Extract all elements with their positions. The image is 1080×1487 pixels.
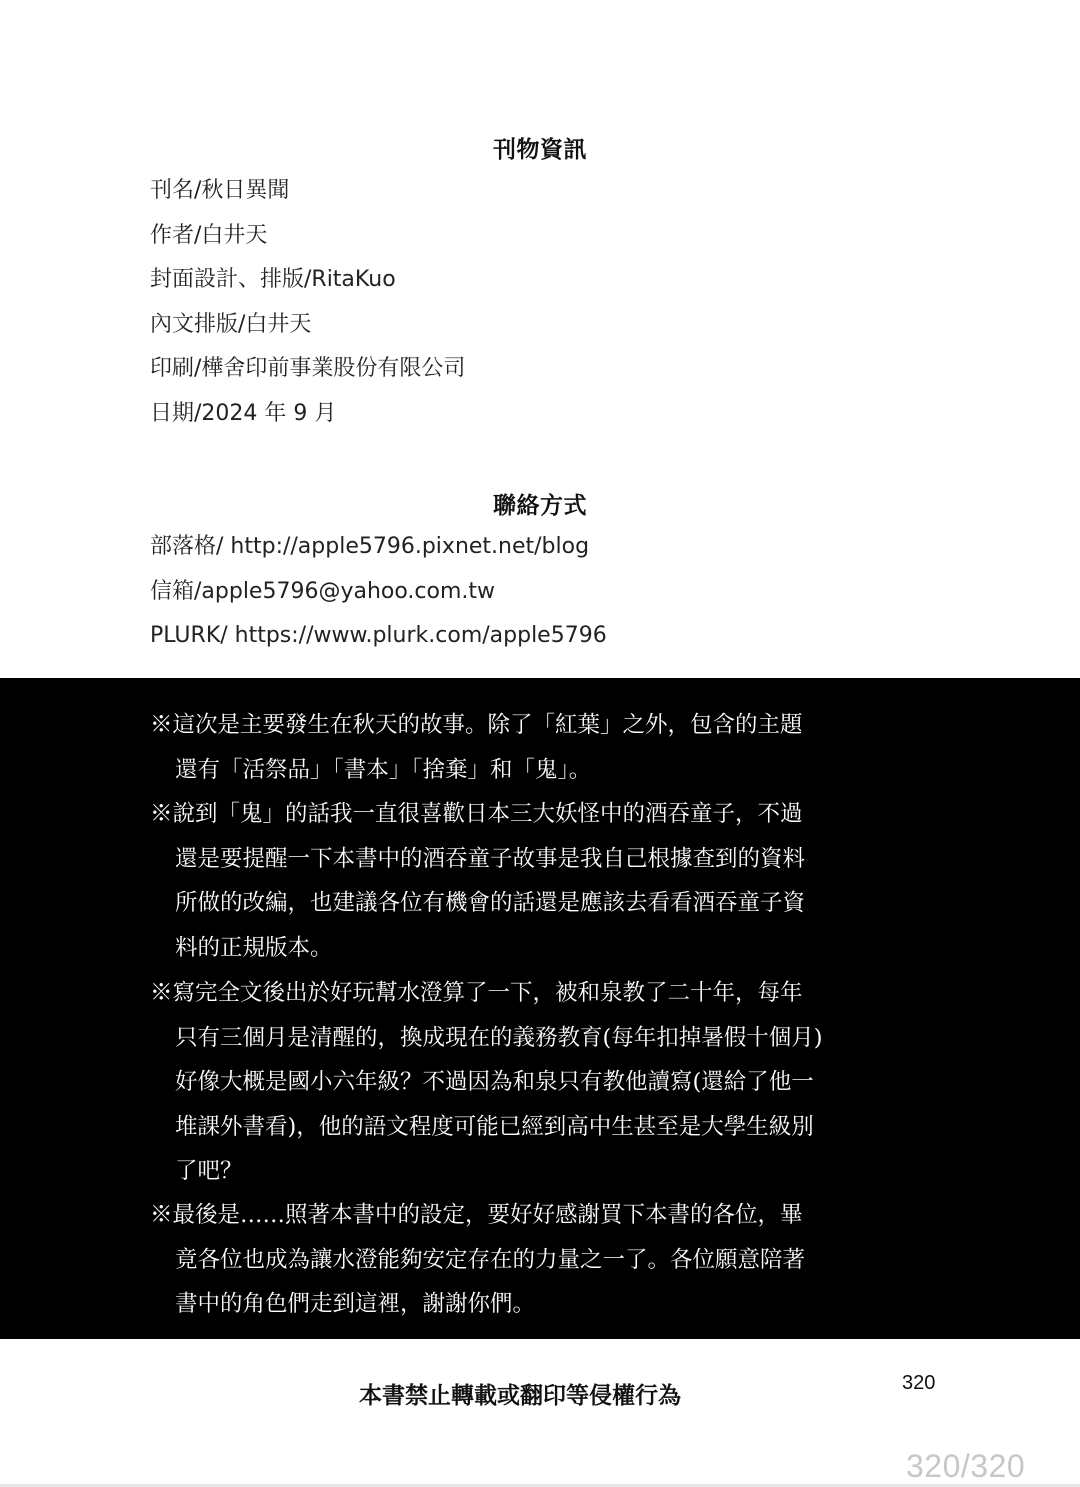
contact-item-plurk[interactable]: PLURK/ https://www.plurk.com/apple5796	[150, 623, 607, 649]
publication-info-list	[150, 169, 465, 437]
afterword-line: 書中的角色們走到這裡，謝謝你們。	[175, 1291, 536, 1318]
contact-list	[150, 525, 607, 659]
afterword-line: 了吧？	[175, 1158, 243, 1185]
publication-info-heading: 刊物資訊	[493, 137, 587, 163]
contact-item-blog[interactable]: 部落格/ http://apple5796.pixnet.net/blog	[150, 534, 590, 559]
afterword-line: 料的正規版本。	[175, 934, 333, 961]
afterword-paragraph-3	[150, 971, 910, 1194]
afterword-line: 好像大概是國小六年級？不過因為和泉只有教他讀寫(還給了他一	[175, 1069, 814, 1096]
afterword-line: 所做的改編，也建議各位有機會的話還是應該去看看酒吞童子資	[175, 890, 806, 917]
afterword-line: 堆課外書看)，他的語文程度可能已經到高中生甚至是大學生級別	[175, 1113, 814, 1140]
afterword-section	[0, 678, 1080, 1339]
afterword-line: ※最後是……照著本書中的設定，要好好感謝買下本書的各位，畢	[150, 1202, 803, 1228]
info-item-date: 日期/2024 年 9 月	[150, 400, 337, 426]
contact-heading: 聯絡方式	[493, 493, 587, 519]
afterword-paragraph-2	[150, 792, 910, 970]
info-item-cover-design: 封面設計、排版/RitaKuo	[150, 267, 396, 293]
afterword-line: 竟各位也成為讓水澄能夠安定存在的力量之一了。各位願意陪著	[175, 1246, 806, 1273]
afterword-line: 還是要提醒一下本書中的酒吞童子故事是我自己根據查到的資料	[175, 845, 806, 872]
info-item-printer: 印刷/樺舍印前事業股份有限公司	[150, 356, 466, 382]
colophon-section	[0, 0, 1080, 678]
afterword-line: 還有「活祭品」「書本」「捨棄」和「鬼」。	[175, 756, 592, 783]
afterword-paragraph-4	[150, 1193, 910, 1327]
copyright-notice: 本書禁止轉載或翻印等侵權行為	[359, 1383, 681, 1409]
viewer-page-indicator: 320/320	[906, 1448, 1026, 1484]
contact-item-email[interactable]: 信箱/apple5796@yahoo.com.tw	[150, 578, 496, 604]
info-item-author: 作者/白井天	[150, 222, 268, 248]
info-item-interior-layout: 內文排版/白井天	[150, 311, 312, 337]
page-number: 320	[902, 1372, 936, 1394]
afterword-line: ※這次是主要發生在秋天的故事。除了「紅葉」之外，包含的主題	[150, 712, 803, 738]
afterword-line: ※說到「鬼」的話我一直很喜歡日本三大妖怪中的酒吞童子，不過	[150, 801, 803, 827]
afterword-line: ※寫完全文後出於好玩幫水澄算了一下，被和泉教了二十年，每年	[150, 980, 803, 1006]
info-item-title: 刊名/秋日異聞	[150, 178, 290, 203]
afterword-paragraph-1	[150, 703, 910, 792]
afterword-line: 只有三個月是清醒的，換成現在的義務教育(每年扣掉暑假十個月)	[175, 1024, 823, 1051]
